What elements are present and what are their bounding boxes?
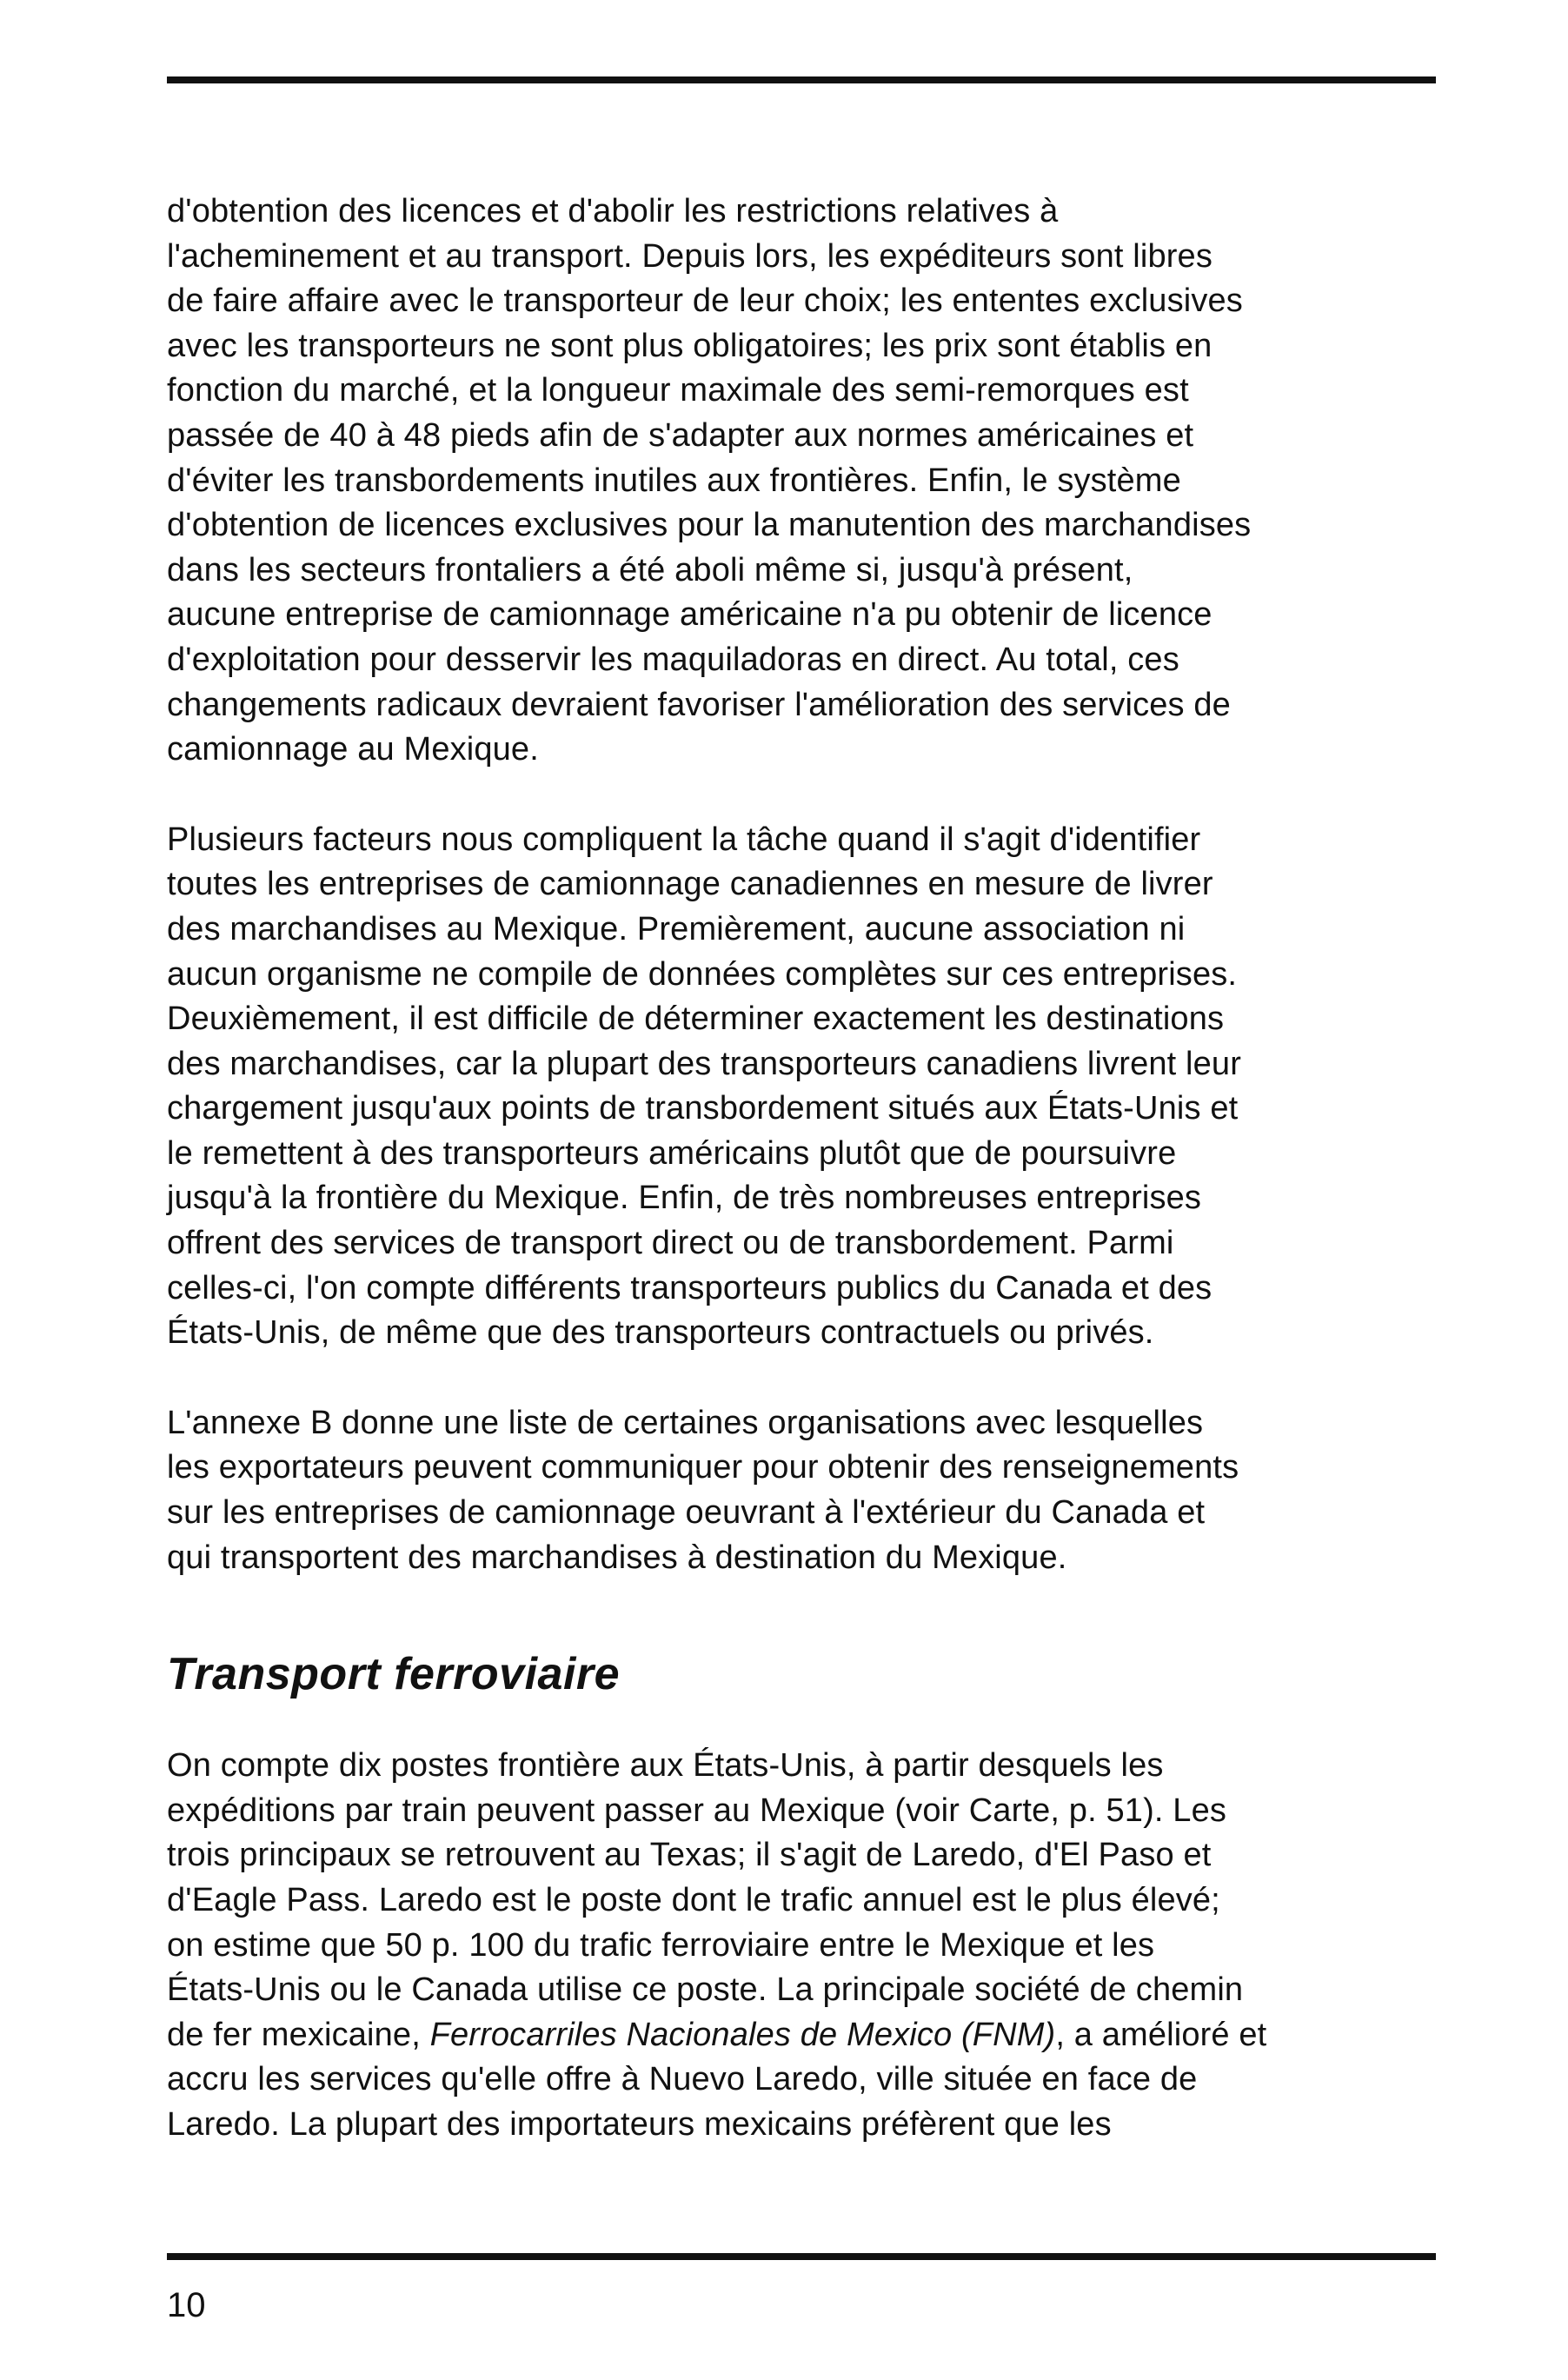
text-line: des marchandises, car la plupart des transporteurs canadiens livrent leur — [167, 1045, 1242, 1082]
page-body — [167, 189, 1436, 2148]
text-line: camionnage au Mexique. — [167, 731, 539, 768]
paragraph-identification-factors — [167, 818, 1436, 1356]
text-line: d'exploitation pour desservir les maquiladoras en direct. Au total, ces — [167, 641, 1179, 678]
text-line: Plusieurs facteurs nous compliquent la tâche quand il s'agit d'identifier — [167, 821, 1201, 858]
fnm-company-name: Ferrocarriles Nacionales de Mexico (FNM) — [429, 2016, 1056, 2053]
text-line: jusqu'à la frontière du Mexique. Enfin, de très nombreuses entreprises — [167, 1180, 1202, 1217]
paragraph-rail-border-posts — [167, 1744, 1436, 2147]
text-line: d'Eagle Pass. Laredo est le poste dont le trafic annuel est le plus élevé; — [167, 1882, 1220, 1918]
bottom-rule — [167, 2253, 1436, 2260]
text-line: celles-ci, l'on compte différents transporteurs publics du Canada et des — [167, 1269, 1213, 1306]
rail-lines-before — [167, 1744, 1436, 2013]
text-line: trois principaux se retrouvent au Texas; il s'agit de Laredo, d'El Paso et — [167, 1837, 1212, 1874]
text-line: des marchandises au Mexique. Premièrement, aucune association ni — [167, 910, 1186, 947]
text-line: l'acheminement et au transport. Depuis lors, les expéditeurs sont libres — [167, 237, 1213, 275]
text-line: qui transportent des marchandises à destination du Mexique. — [167, 1539, 1067, 1576]
text-line: États-Unis, de même que des transporteurs contractuels ou privés. — [167, 1314, 1154, 1352]
text-line: dans les secteurs frontaliers a été aboli même si, jusqu'à présent, — [167, 551, 1133, 588]
page-number: 10 — [167, 2286, 206, 2324]
text-line: accru les services qu'elle offre à Nuevo Laredo, ville située en face de — [167, 2061, 1198, 2098]
text-line: d'obtention des licences et d'abolir les restrictions relatives à — [167, 193, 1059, 229]
text-line: aucun organisme ne compile de données complètes sur ces entreprises. — [167, 955, 1238, 993]
text-line: Deuxièmement, il est difficile de déterminer exactement les destinations — [167, 1001, 1225, 1038]
text-line: de faire affaire avec le transporteur de leur choix; les ententes exclusives — [167, 283, 1243, 320]
text-line: le remettent à des transporteurs américains plutôt que de poursuivre — [167, 1134, 1177, 1172]
text-line: On compte dix postes frontière aux États-Unis, à partir desquels les — [167, 1747, 1164, 1785]
text-line: expéditions par train peuvent passer au Mexique (voir Carte, p. 51). Les — [167, 1792, 1227, 1829]
fnm-suffix: , a amélioré et — [1055, 2016, 1267, 2053]
text-line: d'obtention de licences exclusives pour la manutention des marchandises — [167, 507, 1252, 544]
rail-line-fnm — [167, 2013, 1436, 2058]
text-line: passée de 40 à 48 pieds afin de s'adapter aux normes américaines et — [167, 416, 1194, 454]
paragraph-trucking-deregulation — [167, 189, 1436, 773]
text-line: L'annexe B donne une liste de certaines organisations avec lesquelles — [167, 1404, 1204, 1441]
text-line: d'éviter les transbordements inutiles aux frontières. Enfin, le système — [167, 462, 1181, 499]
text-line: avec les transporteurs ne sont plus obligatoires; les prix sont établis en — [167, 327, 1213, 364]
text-line: États-Unis ou le Canada utilise ce poste. La principale société de chemin — [167, 1971, 1244, 2009]
text-line: chargement jusqu'aux points de transbordement situés aux États-Unis et — [167, 1090, 1239, 1127]
text-line: les exportateurs peuvent communiquer pour obtenir des renseignements — [167, 1449, 1239, 1486]
text-line: offrent des services de transport direct ou de transbordement. Parmi — [167, 1225, 1174, 1262]
text-line: on estime que 50 p. 100 du trafic ferroviaire entre le Mexique et les — [167, 1926, 1155, 1964]
text-line: Laredo. La plupart des importateurs mexicains préfèrent que les — [167, 2105, 1112, 2143]
text-line: changements radicaux devraient favoriser l'amélioration des services de — [167, 686, 1231, 723]
text-line: fonction du marché, et la longueur maximale des semi-remorques est — [167, 372, 1189, 409]
fnm-prefix: de fer mexicaine, — [167, 2016, 430, 2053]
text-line: sur les entreprises de camionnage oeuvrant à l'extérieur du Canada et — [167, 1494, 1206, 1532]
text-line: toutes les entreprises de camionnage canadiennes en mesure de livrer — [167, 866, 1213, 903]
section-heading-rail-transport: Transport ferroviaire — [167, 1649, 621, 1700]
text-line: aucune entreprise de camionnage américaine n'a pu obtenir de licence — [167, 596, 1213, 634]
top-rule — [167, 76, 1436, 83]
paragraph-annex-b — [167, 1401, 1436, 1580]
rail-lines-after — [167, 2058, 1436, 2147]
